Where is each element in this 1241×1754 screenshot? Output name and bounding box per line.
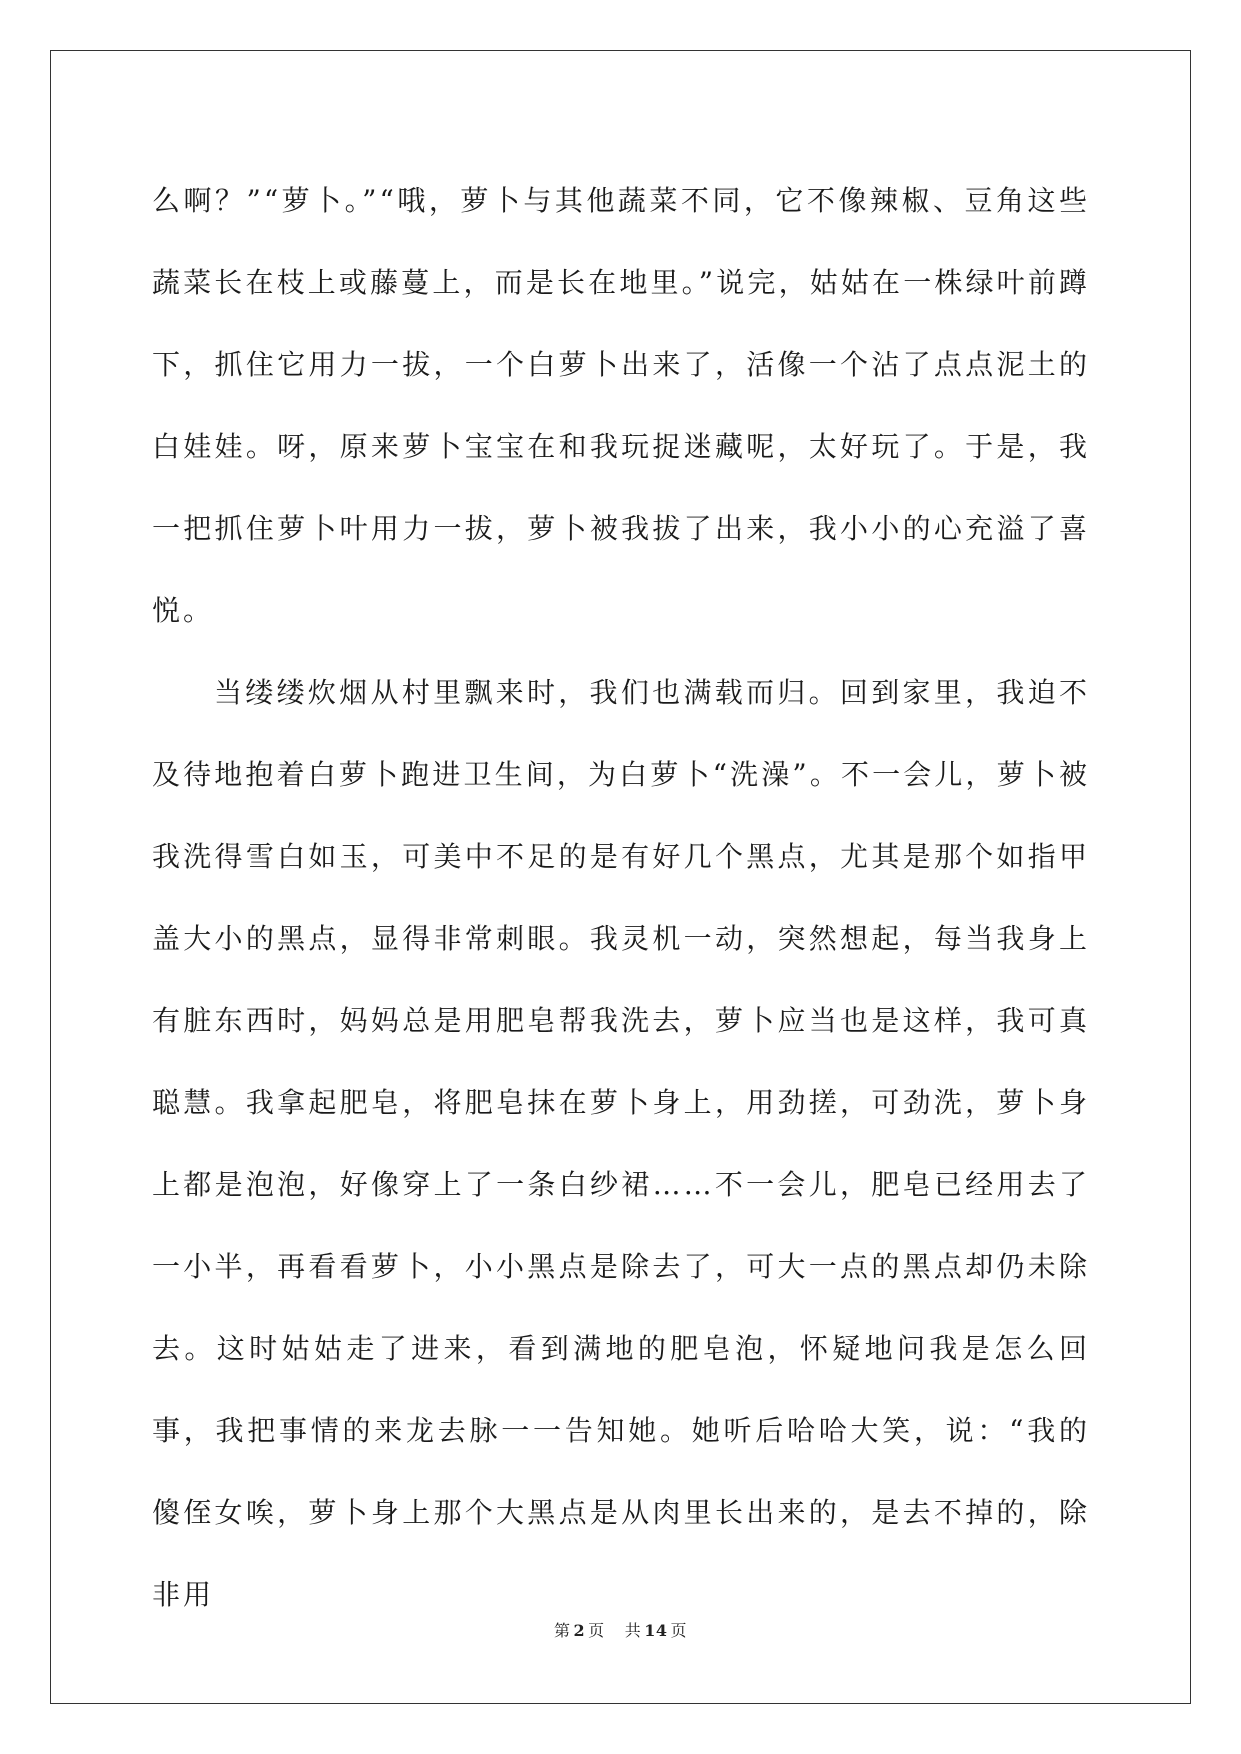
page-suffix: 页 <box>588 1621 605 1640</box>
current-page-number: 2 <box>573 1621 586 1640</box>
document-body <box>152 160 1090 1636</box>
page-prefix: 第 <box>554 1621 571 1640</box>
page-total <box>625 1621 687 1640</box>
total-prefix: 共 <box>624 1621 642 1640</box>
page-footer <box>0 1618 1241 1641</box>
total-suffix: 页 <box>670 1621 687 1640</box>
total-page-count: 14 <box>644 1621 668 1640</box>
page-number <box>554 1621 605 1640</box>
paragraph-2: 当缕缕炊烟从村里飘来时，我们也满载而归。回到家里，我迫不及待地抱着白萝卜跑进卫生间，为白萝卜“洗澡”。不一会儿，萝卜被我洗得雪白如玉，可美中不足的是有好几个黑点，尤其是那个如指甲盖大小的黑点，显得非常刺眼。我灵机一动，突然想起，每当我身上有脏东西时，妈妈总是用肥皂帮我洗去，萝卜应当也是这样，我可真聪慧。我拿起肥皂，将肥皂抹在萝卜身上，用劲搓，可劲洗，萝卜身上都是泡泡，好像穿上了一条白纱裙……不一会儿，肥皂已经用去了一小半，再看看萝卜，小小黑点是除去了，可大一点的黑点却仍未除去。这时姑姑走了进来，看到满地的肥皂泡，怀疑地问我是怎么回事，我把事情的来龙去脉一一告知她。她听后哈哈大笑，说：“我的傻侄女唉，萝卜身上那个大黑点是从肉里长出来的，是去不掉的，除非用 <box>152 676 1090 1611</box>
paragraph-1: 么啊？”“萝卜。”“哦，萝卜与其他蔬菜不同，它不像辣椒、豆角这些蔬菜长在枝上或藤蔓上，而是长在地里。”说完，姑姑在一株绿叶前蹲下，抓住它用力一拔，一个白萝卜出来了，活像一个沾了点点泥土的白娃娃。呀，原来萝卜宝宝在和我玩捉迷藏呢，太好玩了。于是，我一把抓住萝卜叶用力一拔，萝卜被我拔了出来，我小小的心充溢了喜悦。 <box>152 184 1090 627</box>
